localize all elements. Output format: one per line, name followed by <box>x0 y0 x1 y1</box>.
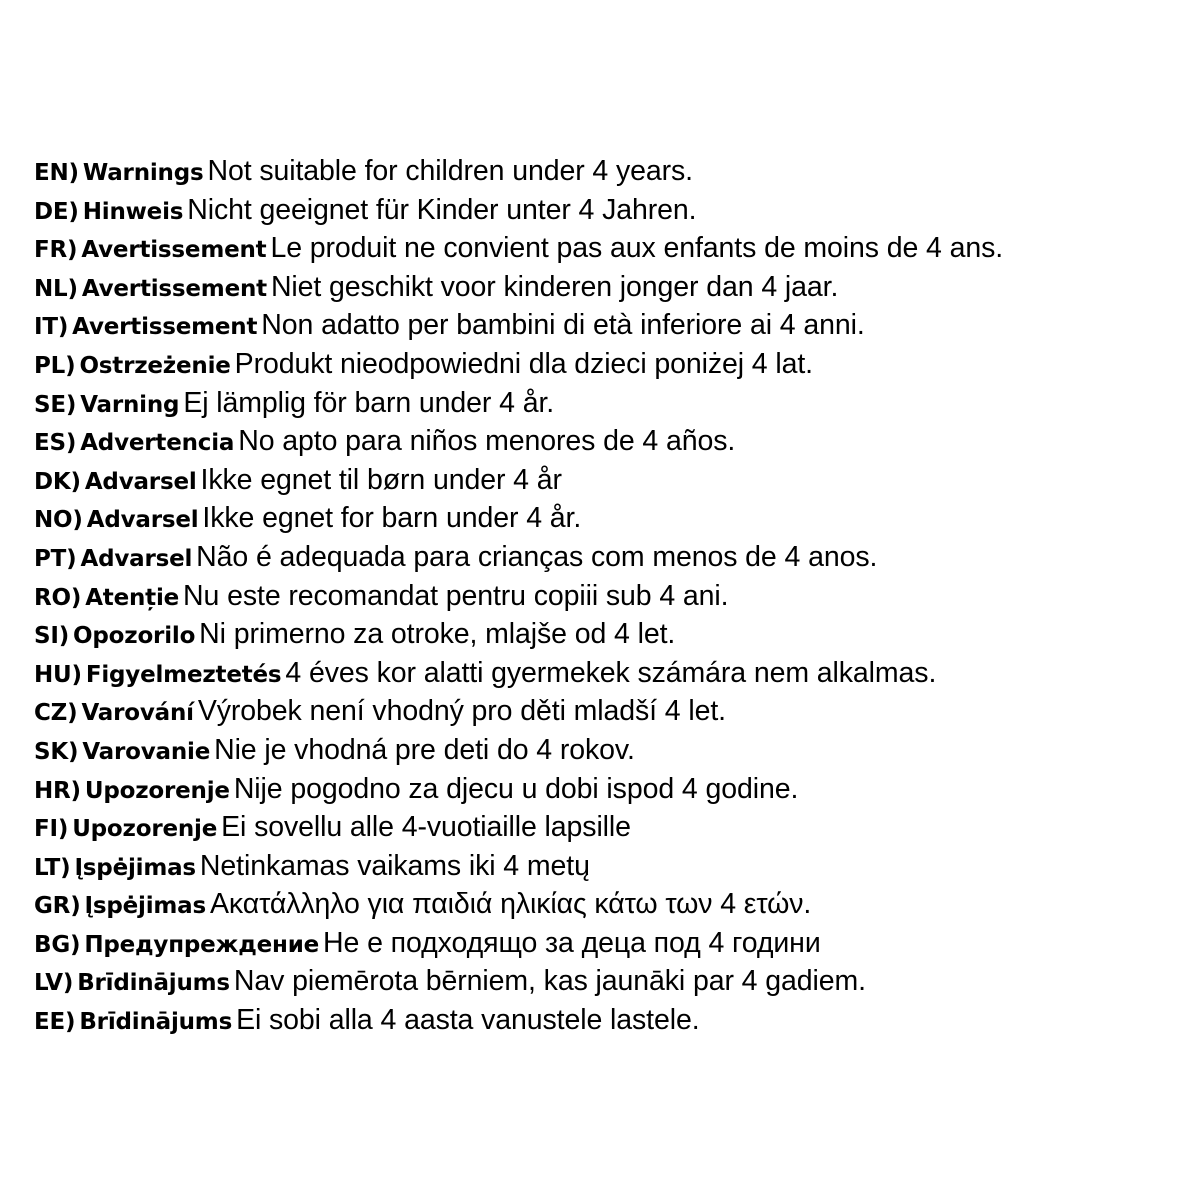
warning-text: Não é adequada para crianças com menos de 4 anos. <box>196 540 878 573</box>
warning-row-pl <box>34 345 1194 384</box>
warning-row-se <box>34 384 1194 423</box>
warning-text: Nav piemērota bērniem, kas jaunāki par 4 gadiem. <box>233 965 866 998</box>
warning-label: Avertissement <box>81 275 267 302</box>
language-code: PL) <box>34 352 76 379</box>
warning-text: Non adatto per bambini di età inferiore ai 4 anni. <box>261 309 865 342</box>
warning-row-bg <box>34 924 1194 963</box>
warning-row-fi <box>34 808 1194 847</box>
language-code: BG) <box>34 931 81 958</box>
warning-row-es <box>34 422 1194 461</box>
language-code: LV) <box>34 970 74 997</box>
warning-label: Figyelmeztetés <box>85 661 282 688</box>
warning-row-ro <box>34 577 1194 616</box>
language-code: FR) <box>34 237 78 264</box>
language-code: HR) <box>34 777 81 804</box>
warning-label: Advarsel <box>86 507 199 534</box>
warning-row-pt <box>34 538 1194 577</box>
warning-row-de <box>34 191 1194 230</box>
warning-text: Niet geschikt voor kinderen jonger dan 4 jaar. <box>270 270 839 303</box>
language-code: FI) <box>34 816 69 843</box>
warning-row-si <box>34 615 1194 654</box>
warning-label: Предупреждение <box>84 931 320 958</box>
warning-row-en <box>34 152 1194 191</box>
language-code: LT) <box>34 854 71 881</box>
warning-text: Не е подходящо за деца под 4 години <box>323 926 821 959</box>
warning-text: Le produit ne convient pas aux enfants de moins de 4 ans. <box>270 232 1004 265</box>
warning-row-hr <box>34 770 1194 809</box>
warning-row-it <box>34 306 1194 345</box>
warning-label: Įspėjimas <box>74 854 196 881</box>
language-code: NL) <box>34 275 78 302</box>
warning-row-dk <box>34 461 1194 500</box>
language-code: DK) <box>34 468 81 495</box>
language-code: EN) <box>34 160 79 186</box>
warning-label: Ostrzeżenie <box>79 352 231 379</box>
warning-text: Nije pogodno za djecu u dobi ispod 4 godine. <box>233 772 799 805</box>
language-code: SK) <box>34 738 79 765</box>
warning-row-gr <box>34 885 1194 924</box>
warning-label: Įspėjimas <box>84 893 206 920</box>
warning-row-lt <box>34 847 1194 886</box>
warning-text: Nicht geeignet für Kinder unter 4 Jahren. <box>187 193 697 226</box>
warning-label: Upozorenje <box>84 777 230 804</box>
language-code: CZ) <box>34 700 78 727</box>
warning-text: Výrobek není vhodný pro děti mladší 4 let. <box>197 695 726 728</box>
warning-text: Ni primerno za otroke, mlajše od 4 let. <box>199 618 676 651</box>
warning-label: Brīdinājums <box>77 970 230 997</box>
warning-label: Brīdinājums <box>79 1009 233 1036</box>
warning-label: Warnings <box>82 160 204 186</box>
warning-row-no <box>34 499 1194 538</box>
language-code: GR) <box>34 893 81 920</box>
warning-label: Avertissement <box>81 237 267 264</box>
language-code: SE) <box>34 391 77 418</box>
warning-label: Varning <box>80 391 180 418</box>
warning-row-hu <box>34 654 1194 693</box>
warning-label: Upozorenje <box>72 816 218 843</box>
warning-text: Nu este recomandat pentru copiii sub 4 ani. <box>183 579 729 612</box>
warning-text: Ei sobi alla 4 aasta vanustele lastele. <box>236 1004 700 1037</box>
language-code: HU) <box>34 661 82 688</box>
warning-row-lv <box>34 962 1194 1001</box>
warning-label: Varovanie <box>82 738 211 765</box>
language-code: IT) <box>34 314 69 341</box>
warning-row-cz <box>34 692 1194 731</box>
warning-text: Nie je vhodná pre deti do 4 rokov. <box>214 733 635 766</box>
warning-text: Netinkamas vaikams iki 4 metų <box>199 849 590 882</box>
warning-label: Advertencia <box>80 430 235 457</box>
language-code: ES) <box>34 430 77 457</box>
warning-text: Not suitable for children under 4 years. <box>207 155 693 187</box>
warning-text: Ikke egnet for barn under 4 år. <box>202 502 582 535</box>
warning-label: Avertissement <box>72 314 258 341</box>
warning-row-nl <box>34 268 1194 307</box>
warning-text: Ei sovellu alle 4-vuotiaille lapsille <box>221 811 631 844</box>
warning-label: Varování <box>81 700 194 727</box>
language-code: RO) <box>34 584 82 611</box>
warning-label: Atenție <box>85 584 180 611</box>
warning-label: Opozorilo <box>73 623 196 650</box>
warning-text: Ej lämplig för barn under 4 år. <box>183 386 555 419</box>
warning-row-ee <box>34 1001 1194 1040</box>
warning-text: Ακατάλληλο για παιδιά ηλικίας κάτω των 4 ετών. <box>209 888 812 921</box>
warning-row-sk <box>34 731 1194 770</box>
warning-label: Hinweis <box>82 198 184 225</box>
language-code: NO) <box>34 507 83 534</box>
warning-text: Produkt nieodpowiedni dla dzieci poniżej 4 lat. <box>234 347 813 380</box>
warning-label: Advarsel <box>84 468 197 495</box>
language-code: SI) <box>34 623 70 650</box>
language-code: DE) <box>34 198 79 225</box>
warnings-list <box>34 152 1194 1040</box>
warning-text: Ikke egnet til børn under 4 år <box>200 463 562 496</box>
warning-label: Advarsel <box>80 545 193 572</box>
warning-text: No apto para niños menores de 4 años. <box>238 425 736 458</box>
warning-text: 4 éves kor alatti gyermekek számára nem alkalmas. <box>285 656 937 689</box>
language-code: PT) <box>34 545 77 572</box>
language-code: EE) <box>34 1009 76 1036</box>
warning-row-fr <box>34 229 1194 268</box>
